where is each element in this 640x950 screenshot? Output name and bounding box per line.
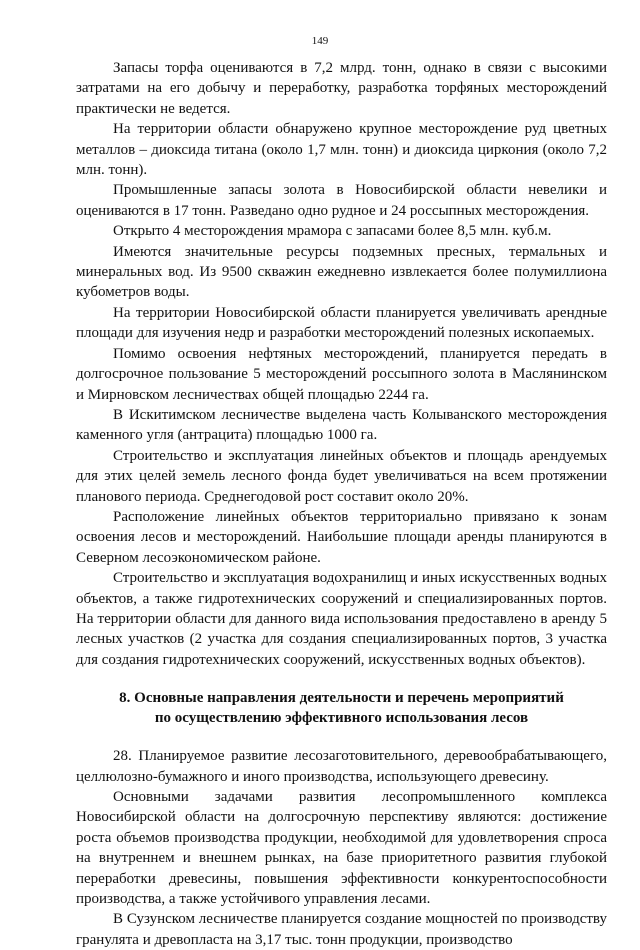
paragraph-reservoirs: Строительство и эксплуатация водохранилищ и иных искусственных водных объектов, а также гидротехнических сооружений и специализированных портов. На территории области для данного вида использования предоставлено в аренду 5 лесных участков (2 участка для создания специализированных портов, 3 участка для создания гидротехнических сооружений, искусственных водных объектов).: [76, 570, 607, 668]
paragraph-lease-areas: На территории Новосибирской области планируется увеличивать арендные площади для изучения недр и разработки месторождений полезных ископаемых.: [76, 304, 607, 342]
paragraph-item-28: 28. Планируемое развитие лесозаготовительного, деревообрабатывающего, целлюлозно-бумажного и иного производства, использующего древесину.: [76, 748, 607, 785]
section-heading: [76, 688, 607, 728]
paragraph-suzun-forestry: В Сузунском лесничестве планируется создание мощностей по производству гранулята и древопласта на 3,17 тыс. тонн продукции, производство: [76, 911, 607, 948]
page-number: 149: [311, 35, 329, 47]
paragraph-main-tasks: Основными задачами развития лесопромышленного комплекса Новосибирской области на долгосрочную перспективу являются: достижение роста объемов производства продукции, необходимой для удовлетворения спроса на внутреннем и внешнем рынках, на базе приоритетного развития глубокой переработки древесины, повышения эффективности конкурентоспособности производства, а также устойчивого управления лесами.: [76, 789, 607, 908]
paragraph-peat-reserves: Запасы торфа оцениваются в 7,2 млрд. тонн, однако в связи с высокими затратами на его добычу и переработку, разработка торфяных месторождений практически не ведется.: [76, 60, 607, 117]
paragraph-marble-deposits: Открыто 4 месторождения мрамора с запасами более 8,5 млн. куб.м.: [113, 223, 552, 240]
paragraph-nonferrous-metals: На территории области обнаружено крупное месторождение руд цветных металлов – диоксида титана (около 1,7 млн. тонн) и диоксида циркония (около 7,2 млн. тонн).: [76, 121, 607, 179]
paragraph-coal-deposit: В Искитимском лесничестве выделена часть Колыванского месторождения каменного угля (антрацита) площадью 1000 га.: [76, 406, 607, 444]
section-heading-line-1: 8. Основные направления деятельности и перечень мероприятий: [119, 690, 564, 707]
paragraph-linear-objects: Строительство и эксплуатация линейных объектов и площадь арендуемых для этих целей земель лесного фонда будет увеличиваться на всем протяжении планового периода. Среднегодовой рост составит около 20%.: [76, 447, 607, 505]
paragraph-gold-placer-transfer: Помимо освоения нефтяных месторождений, планируется передать в долгосрочное пользование 5 месторождений россыпного золота в Маслянинском и Мирновском лесничествах общей площадью 2244 га.: [76, 345, 607, 403]
paragraph-linear-objects-location: Расположение линейных объектов территориально привязано к зонам освоения лесов и месторождений. Наибольшие площади аренды планируются в Северном лесоэкономическом районе.: [76, 508, 607, 566]
paragraph-groundwater: Имеются значительные ресурсы подземных пресных, термальных и минеральных вод. Из 9500 скважин ежедневно извлекается более полумиллиона кубометров воды.: [76, 243, 607, 301]
paragraph-gold-reserves: Промышленные запасы золота в Новосибирской области невелики и оцениваются в 17 тонн. Разведано одно рудное и 24 россыпных месторождения.: [76, 182, 607, 219]
document-body: [76, 58, 607, 950]
section-heading-line-2: по осуществлению эффективного использования лесов: [154, 710, 529, 727]
